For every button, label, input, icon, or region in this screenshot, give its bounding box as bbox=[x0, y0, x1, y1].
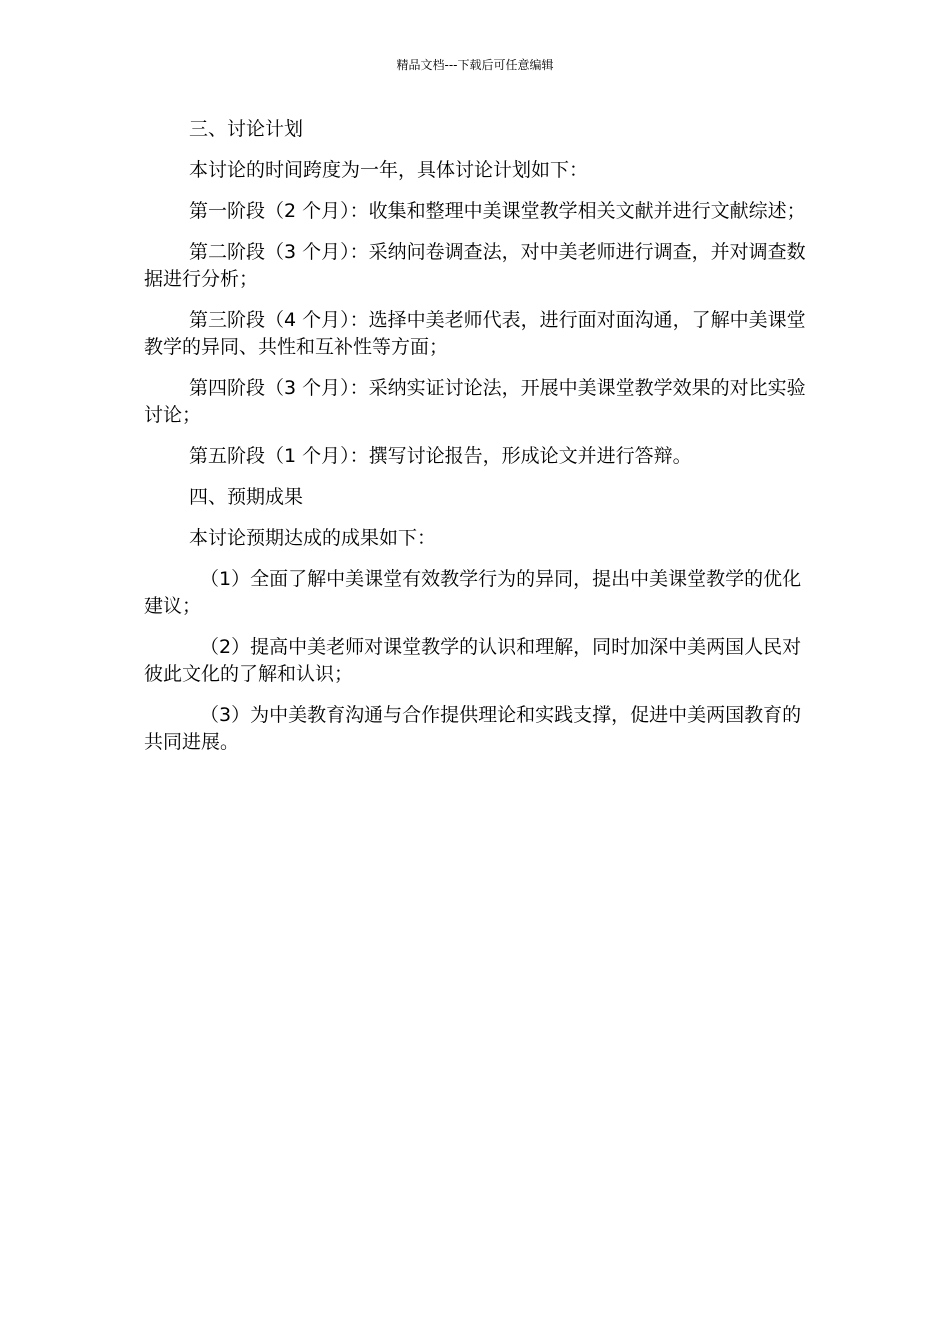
list-item-result-2: （2）提高中美老师对课堂教学的认识和理解，同时加深中美两国人民对彼此文化的了解和认识； bbox=[144, 636, 802, 685]
list-item-result-3: （3）为中美教育沟通与合作提供理论和实践支撑，促进中美两国教育的共同进展。 bbox=[144, 704, 802, 753]
paragraph-stage-5: 第五阶段（1 个月）：撰写讨论报告，形成论文并进行答辩。 bbox=[189, 445, 692, 467]
paragraph-stage-2: 第二阶段（3 个月）：采纳问卷调查法，对中美老师进行调查，并对调查数据进行分析； bbox=[144, 241, 806, 290]
section-heading-results: 四、预期成果 bbox=[189, 486, 304, 508]
paragraph-plan-intro: 本讨论的时间跨度为一年，具体讨论计划如下： bbox=[189, 159, 589, 181]
page-header: 精品文档---下载后可任意编辑 bbox=[396, 58, 554, 72]
section-heading-plan: 三、讨论计划 bbox=[189, 118, 304, 140]
paragraph-stage-1: 第一阶段（2 个月）：收集和整理中美课堂教学相关文献并进行文献综述； bbox=[189, 200, 806, 222]
paragraph-stage-3: 第三阶段（4 个月）：选择中美老师代表，进行面对面沟通，了解中美课堂教学的异同、共性和互补性等方面； bbox=[144, 309, 806, 358]
paragraph-results-intro: 本讨论预期达成的成果如下： bbox=[189, 527, 437, 549]
paragraph-stage-4: 第四阶段（3 个月）：采纳实证讨论法，开展中美课堂教学效果的对比实验讨论； bbox=[144, 377, 806, 426]
list-item-result-1: （1）全面了解中美课堂有效教学行为的异同，提出中美课堂教学的优化建议； bbox=[144, 568, 802, 617]
document-body bbox=[144, 116, 809, 770]
